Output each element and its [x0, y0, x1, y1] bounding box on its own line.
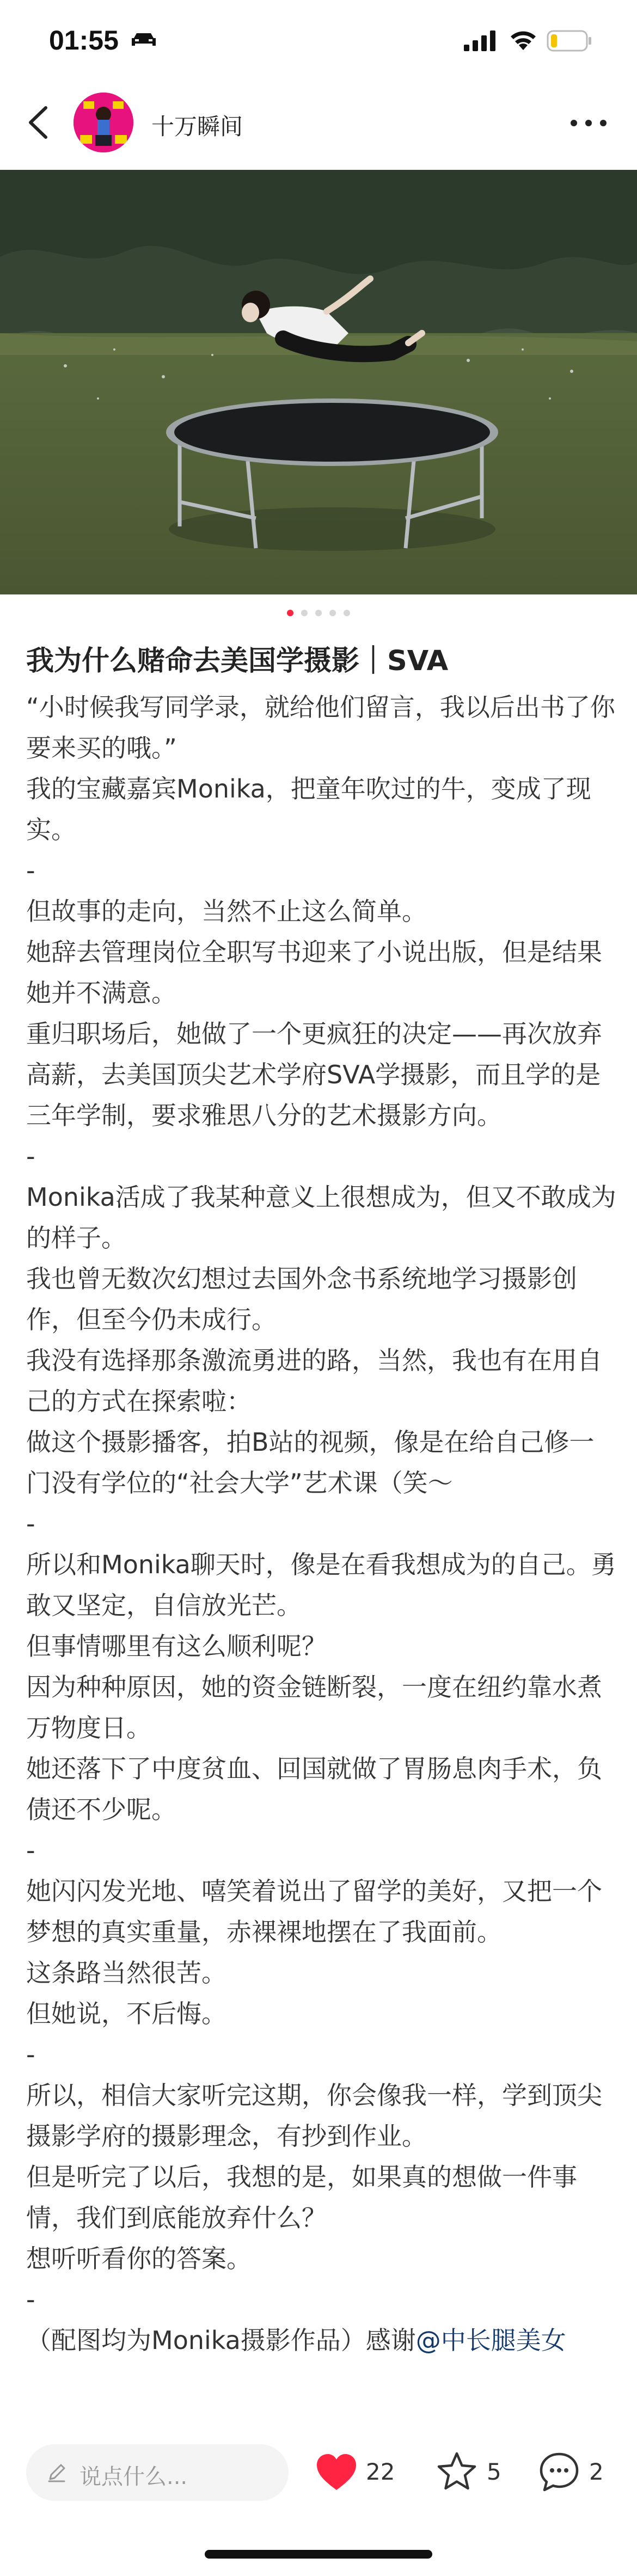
body-paragraph: 因为种种原因，她的资金链断裂，一度在纽约靠水煮万物度日。 [26, 1672, 602, 1743]
user-mention-link[interactable]: @中长腿美女 [415, 2326, 566, 2355]
post-header [0, 82, 637, 163]
body-paragraph: 但是听完了以后，我想的是，如果真的想做一件事情，我们到底能放弃什么？ [26, 2162, 577, 2232]
body-paragraph: 想听听看你的答案。 [26, 2244, 252, 2273]
bottom-action-bar [0, 2417, 637, 2576]
comment-input[interactable] [26, 2444, 289, 2501]
body-paragraph: 我也曾无数次幻想过去国外念书系统地学习摄影创作，但至今仍未成行。 [26, 1264, 577, 1334]
credit-line [26, 2320, 616, 2361]
body-paragraph: 所以，相信大家听完这期，你会像我一样，学到顶尖摄影学府的摄影理念，有抄到作业。 [26, 2081, 602, 2151]
body-paragraph: 我没有选择那条激流勇进的路，当然，我也有在用自己的方式在探索啦： [26, 1346, 602, 1416]
comment-placeholder: 说点什么... [79, 2464, 188, 2489]
body-paragraph: 重归职场后，她做了一个更疯狂的决定——再次放弃高薪，去美国顶尖艺术学府SVA学摄影，而且学的是三年学制，要求雅思八分的艺术摄影方向。 [26, 1019, 602, 1130]
body-paragraph: 做这个摄影播客，拍B站的视频，像是在给自己修一门没有学位的“社会大学”艺术课（笑～ [26, 1427, 595, 1498]
signal-icon [464, 30, 497, 51]
body-paragraph: 我的宝藏嘉宾Monika，把童年吹过的牛，变成了现实。 [26, 774, 591, 844]
author-name[interactable]: 十万瞬间 [151, 113, 243, 140]
author-avatar[interactable] [74, 93, 133, 152]
body-paragraph: 这条路当然很苦。 [26, 1958, 226, 1988]
body-divider: - [26, 856, 35, 885]
status-time: 01:55 [49, 25, 119, 56]
chevron-left-icon[interactable] [26, 106, 51, 139]
body-paragraph: 但事情哪里有这么顺利呢？ [26, 1632, 327, 1661]
home-indicator[interactable] [205, 2550, 432, 2559]
battery-icon [547, 29, 592, 52]
favorite-count: 5 [487, 2458, 501, 2485]
heart-icon [315, 2452, 358, 2492]
body-paragraph: 她闪闪发光地、嘻笑着说出了留学的美好，又把一个梦想的真实重量，赤裸裸地摆在了我面前。 [26, 1876, 602, 1947]
body-divider: - [26, 1836, 35, 1865]
carousel-dot [344, 610, 350, 616]
post-body [26, 687, 616, 2361]
body-paragraph: 她辞去管理岗位全职写书迎来了小说出版，但是结果她并不满意。 [26, 937, 602, 1008]
carousel-dot-active [287, 610, 293, 616]
carousel-dot [329, 610, 336, 616]
post-image[interactable] [0, 170, 637, 594]
body-divider: - [26, 1142, 35, 1171]
post-title: 我为什么赌命去美国学摄影｜SVA [26, 645, 449, 677]
body-paragraph: “小时候我写同学录，就给他们留言，我以后出书了你要来买的哦。” [26, 692, 615, 763]
body-divider: - [26, 2040, 35, 2069]
carousel-indicator [0, 610, 637, 621]
carousel-dot [315, 610, 322, 616]
status-bar [0, 0, 637, 82]
wifi-icon [509, 28, 538, 51]
body-divider: - [26, 2285, 35, 2314]
body-paragraph: Monika活成了我某种意义上很想成为，但又不敢成为的样子。 [26, 1182, 616, 1253]
pen-icon [46, 2462, 68, 2483]
carousel-dot [301, 610, 308, 616]
body-divider: - [26, 1509, 35, 1538]
body-paragraph: 但故事的走向，当然不止这么简单。 [26, 897, 427, 926]
like-count: 22 [366, 2458, 395, 2485]
credit-text: （配图均为Monika摄影作品）感谢 [26, 2326, 416, 2355]
body-paragraph: 所以和Monika聊天时，像是在看我想成为的自己。勇敢又坚定，自信放光芒。 [26, 1550, 616, 1620]
comment-bubble-icon [538, 2451, 580, 2493]
car-icon [130, 32, 158, 48]
comment-count: 2 [589, 2458, 604, 2485]
star-icon [436, 2451, 478, 2492]
more-dots-icon[interactable] [569, 118, 608, 128]
body-paragraph: 但她说，不后悔。 [26, 1999, 226, 2028]
body-paragraph: 她还落下了中度贫血、回国就做了胃肠息肉手术，负债还不少呢。 [26, 1754, 602, 1824]
